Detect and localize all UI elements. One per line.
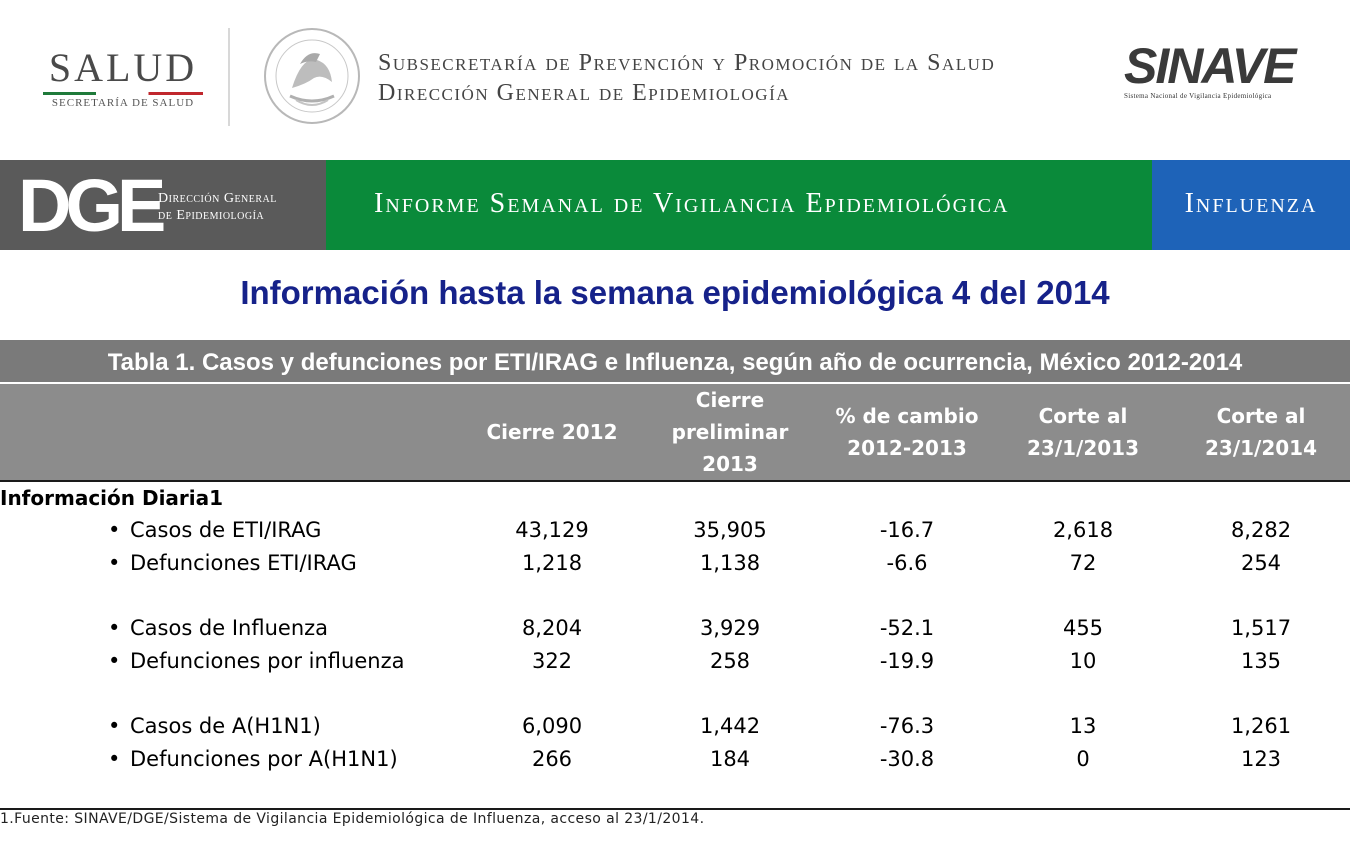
column-header-corte-2014 (1172, 384, 1350, 480)
column-header-line: Corte al (1216, 404, 1306, 428)
table-row (0, 518, 1350, 550)
column-header-percent-change (820, 384, 994, 480)
table-cell: 2,618 (1052, 518, 1114, 542)
bullet-icon: • (108, 616, 121, 640)
dge-logo: DGE (18, 164, 161, 247)
row-label-text: Casos de ETI/IRAG (130, 518, 322, 542)
table-cell: -16.7 (879, 518, 935, 542)
column-header-cierre-2012 (464, 384, 640, 480)
table-cell: 266 (531, 747, 573, 771)
bullet-icon: • (108, 649, 121, 673)
table-cell: 254 (1240, 551, 1282, 575)
report-title-block (326, 160, 1152, 250)
row-label (108, 714, 321, 738)
salud-logo-stripe (43, 92, 203, 95)
column-header-line: Cierre 2012 (486, 420, 618, 444)
salud-logo (38, 45, 208, 109)
column-header-line: % de cambio (835, 404, 979, 428)
table-row (0, 551, 1350, 583)
table-row (0, 714, 1350, 746)
table-cell: 0 (1076, 747, 1090, 771)
table-cell: -52.1 (879, 616, 935, 640)
top-header (0, 0, 1350, 150)
salud-logo-subtitle: SECRETARÍA DE SALUD (51, 97, 195, 109)
table-cell: 72 (1069, 551, 1097, 575)
dge-name-line1: Dirección General (158, 191, 277, 206)
bullet-icon: • (108, 714, 121, 738)
column-header-line: 23/1/2013 (1026, 436, 1140, 460)
column-header-cierre-2013 (640, 384, 820, 480)
table-cell: 10 (1069, 649, 1097, 673)
sinave-logo-word: SINAVE (1124, 38, 1295, 94)
column-header-line: Cierre (695, 388, 765, 412)
table-cell: 135 (1240, 649, 1282, 673)
dge-name-line2: de Epidemiología (158, 208, 265, 223)
bullet-icon: • (108, 551, 121, 575)
row-label-text: Defunciones ETI/IRAG (130, 551, 357, 575)
table-header-row (0, 384, 1350, 482)
row-label (108, 551, 357, 575)
table-cell: 322 (531, 649, 573, 673)
header-title-line2: Dirección General de Epidemiología (378, 80, 791, 106)
table-bottom-rule (0, 808, 1350, 810)
table-cell: 1,261 (1230, 714, 1292, 738)
column-header-line: 2012-2013 (847, 436, 967, 460)
salud-logo-word: SALUD (48, 45, 198, 90)
header-title-line1: Subsecretaría de Prevención y Promoción de la Salud (378, 50, 996, 76)
report-banner (0, 160, 1350, 250)
report-title: Informe Semanal de Vigilancia Epidemiológica (374, 188, 1010, 219)
row-label (108, 616, 328, 640)
section-label: Información Diaria1 (0, 486, 224, 510)
table-cell: 13 (1069, 714, 1097, 738)
sinave-logo (1124, 40, 1304, 106)
table-cell: 123 (1240, 747, 1282, 771)
table-cell: 8,204 (521, 616, 583, 640)
table-cell: 455 (1062, 616, 1104, 640)
dge-block (0, 160, 326, 250)
table-cell: 43,129 (515, 518, 589, 542)
table-title: Tabla 1. Casos y defunciones por ETI/IRAG e Influenza, según año de ocurrencia, México 2012-2014 (0, 340, 1350, 382)
mexico-seal-icon (262, 26, 362, 126)
table-cell: 184 (709, 747, 751, 771)
table-cell: 8,282 (1230, 518, 1292, 542)
table-row (0, 649, 1350, 681)
table-cell: -19.9 (879, 649, 935, 673)
row-label (108, 747, 398, 771)
sinave-logo-subtitle: Sistema Nacional de Vigilancia Epidemiológica (1124, 92, 1272, 100)
table-cell: 6,090 (521, 714, 583, 738)
bullet-icon: • (108, 747, 121, 771)
table-cell: -6.6 (886, 551, 928, 575)
bullet-icon: • (108, 518, 121, 542)
table-cell: 1,218 (521, 551, 583, 575)
dge-name (158, 190, 277, 224)
table-cell: 3,929 (699, 616, 761, 640)
row-label-text: Casos de A(H1N1) (130, 714, 321, 738)
logo-divider (228, 28, 230, 126)
table-footnote: 1.Fuente: SINAVE/DGE/Sistema de Vigilancia Epidemiológica de Influenza, acceso al 23/1/2014. (0, 811, 705, 827)
row-label-text: Defunciones por A(H1N1) (130, 747, 398, 771)
row-label (108, 518, 321, 542)
header-titles (378, 48, 995, 108)
row-label-text: Defunciones por influenza (130, 649, 405, 673)
table-cell: 258 (709, 649, 751, 673)
table-cell: 35,905 (693, 518, 767, 542)
page-headline: Información hasta la semana epidemiológica 4 del 2014 (240, 274, 1110, 311)
table-cell: 1,442 (699, 714, 761, 738)
report-topic: Influenza (1184, 188, 1318, 219)
table-cell: -30.8 (879, 747, 935, 771)
table-row (0, 747, 1350, 779)
table-row (0, 616, 1350, 648)
column-header-line: preliminar (671, 420, 789, 444)
table-cell: -76.3 (879, 714, 935, 738)
row-label (108, 649, 404, 673)
report-topic-block (1152, 160, 1350, 250)
column-header-line: 23/1/2014 (1204, 436, 1318, 460)
row-label-text: Casos de Influenza (130, 616, 329, 640)
table-cell: 1,517 (1230, 616, 1292, 640)
column-header-corte-2013 (994, 384, 1172, 480)
table-cell: 1,138 (699, 551, 761, 575)
column-header-line: Corte al (1038, 404, 1128, 428)
column-header-line: 2013 (702, 452, 758, 476)
